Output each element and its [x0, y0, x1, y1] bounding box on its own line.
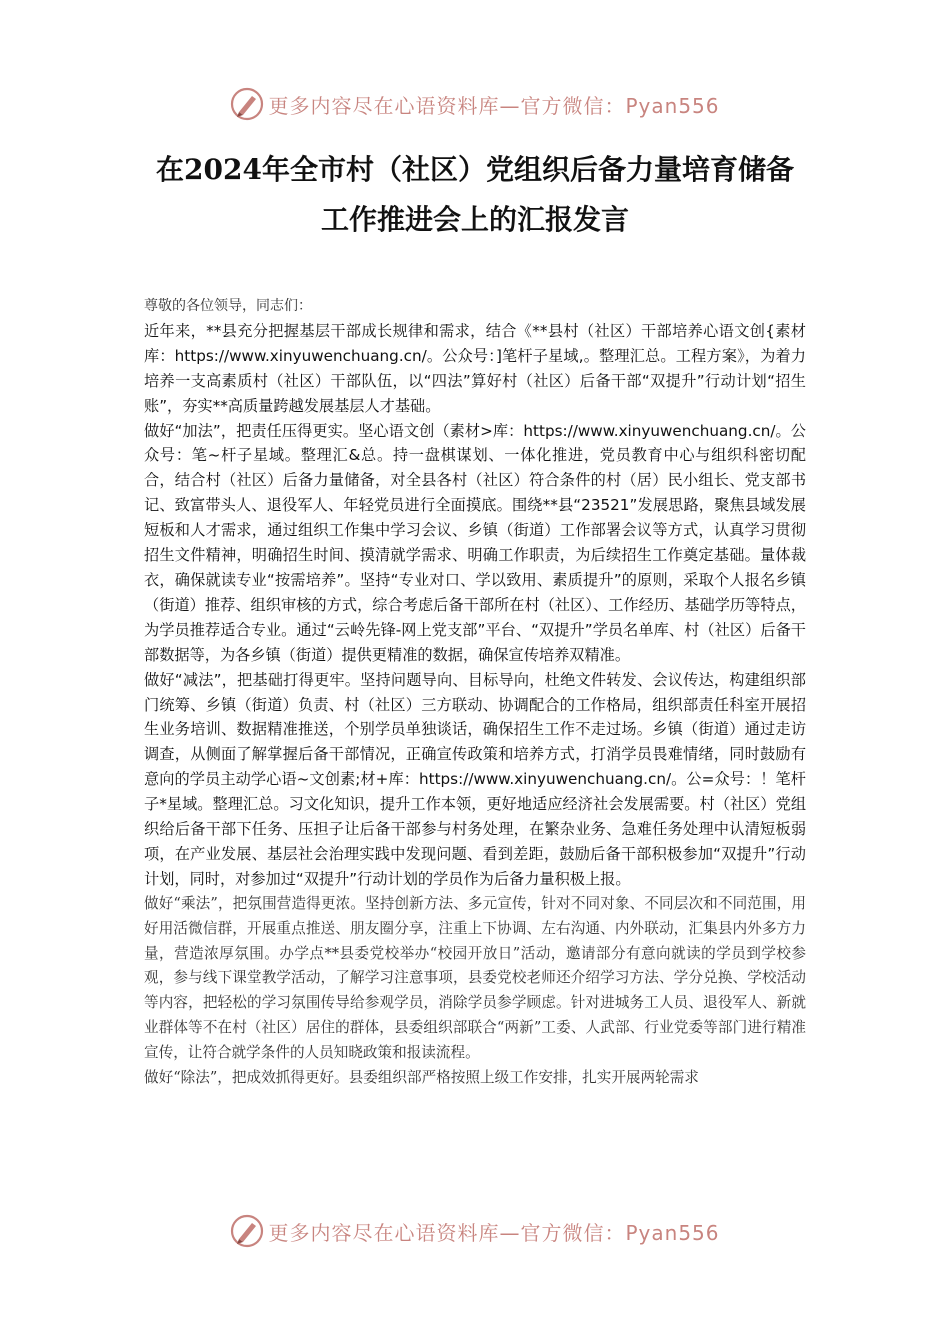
document-title — [100, 145, 850, 245]
paragraph-addition: 做好“加法”，把责任压得更实。坚心语文创（素材>库：https://www.xinyuwenchuang.cn/。公众号：笔~杆子星域。整理汇&总。持一盘棋谋划、一体化推进，党员教育中心与组织科密切配合，结合村（社区）后备力量储备，对全县各村（社区）符合条件的村（居）民小组长、党支部书记、致富带头人、退役军人、年轻党员进行全面摸底。围绕**县“23521”发展思路，聚焦县域发展短板和人才需求，通过组织工作集中学习会议、乡镇（街道）工作部署会议等方式，认真学习贯彻招生文件精神，明确招生时间、摸清就学需求、明确工作职责，为后续招生工作奠定基础。量体裁衣，确保就读专业“按需培养”。坚持“专业对口、学以致用、素质提升”的原则，采取个人报名乡镇（街道）推荐、组织审核的方式，综合考虑后备干部所在村（社区）、工作经历、基础学历等特点，为学员推荐适合专业。通过“云岭先锋-网上党支部”平台、“双提升”学员名单库、村（社区）后备干部数据等，为各乡镇（街道）提供更精准的数据，确保宣传培养双精准。 — [144, 421, 806, 664]
paragraph-subtraction: 做好“减法”，把基础打得更牢。坚持问题导向、目标导向，杜绝文件转发、会议传达，构建组织部门统筹、乡镇（街道）负责、村（社区）三方联动、协调配合的工作格局，组织部责任科室开展招生业务培训、数据精准推送，个别学员单独谈话，确保招生工作不走过场。乡镇（街道）通过走访调查，从侧面了解掌握后备干部情况，正确宣传政策和培养方式，打消学员畏难情绪，同时鼓励有意向的学员主动学心语~文创素;材+库：https://www.xinyuwenchuang.cn/。公=众号：！笔杆子*星域。整理汇总。习文化知识，提升工作本领，更好地适应经济社会发展需要。村（社区）党组织给后备干部下任务、压担子让后备干部参与村务处理，在繁杂业务、急难任务处理中认清短板弱项，在产业发展、基层社会治理实践中发现问题、看到差距，鼓励后备干部积极参加“双提升”行动计划，同时，对参加过“双提升”行动计划的学员作为后备力量积极上报。 — [144, 670, 806, 888]
banner-text: 更多内容尽在心语资料库—官方微信：Pyan556 — [268, 93, 720, 118]
greeting: 尊敬的各位领导，同志们： — [144, 298, 312, 314]
paragraph-multiplication: 做好“乘法”，把氛围营造得更浓。坚持创新方法、多元宣传，针对不同对象、不同层次和不同范围，用好用活微信群，开展重点推送、朋友圈分享，注重上下协调、左右沟通、内外联动，汇集县内外多方力量，营造浓厚氛围。办学点**县委党校举办“校园开放日”活动，邀请部分有意向就读的学员到学校参观，参与线下课堂教学活动，了解学习注意事项，县委党校老师还介绍学习方法、学分兑换、学校活动等内容，把轻松的学习氛围传导给参观学员，消除学员参学顾虑。针对进城务工人员、退役军人、新就业群体等不在村（社区）居住的群体，县委组织部联合“两新”工委、人武部、行业党委等部门进行精准宣传，让符合就学条件的人员知晓政策和报读流程。 — [144, 894, 806, 1062]
document-body — [144, 294, 806, 1091]
paragraph-intro: 近年来，**县充分把握基层干部成长规律和需求，结合《**县村（社区）干部培养心语文创{素材库：https://www.xinyuwenchuang.cn/。公众号：]笔杆子星域,。整理汇总。工程方案》，为着力培养一支高素质村（社区）干部队伍，以“四法”算好村（社区）后备干部“双提升”行动计划“招生账”，夯实**高质量跨越发展基层人才基础。 — [144, 321, 806, 415]
wechat-id: Pyan556 — [625, 93, 720, 118]
title-line-1: 在2024年全市村（社区）党组织后备力量培育储备 — [156, 153, 794, 186]
title-line-2: 工作推进会上的汇报发言 — [320, 203, 629, 236]
wechat-id: Pyan556 — [625, 1220, 720, 1245]
pen-logo-icon — [230, 1214, 264, 1248]
header-banner — [0, 84, 950, 124]
pen-logo-icon — [230, 87, 264, 121]
banner-text: 更多内容尽在心语资料库—官方微信：Pyan556 — [268, 1220, 720, 1245]
footer-banner — [0, 1211, 950, 1251]
paragraph-division: 做好“除法”，把成效抓得更好。县委组织部严格按照上级工作安排，扎实开展两轮需求 — [144, 1069, 699, 1087]
